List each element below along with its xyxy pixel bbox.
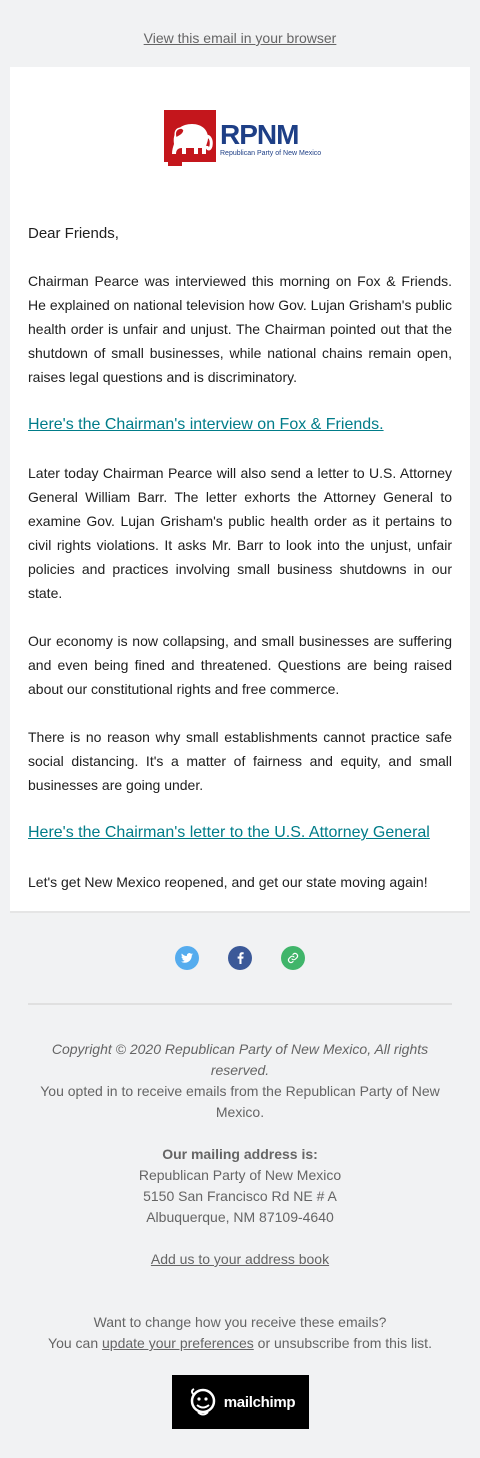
paragraph-distancing: There is no reason why small establishments cannot practice safe social distancing. It's a matter of fairness and equity, and small businesses are going under.: [28, 729, 452, 793]
mailchimp-badge[interactable]: [172, 1375, 309, 1429]
preheader: [0, 0, 480, 67]
website-link-icon[interactable]: [281, 946, 305, 970]
logo-abbr: RPNM: [220, 119, 299, 150]
address-line-1: Republican Party of New Mexico: [138, 1167, 342, 1183]
address-book: [28, 1249, 452, 1270]
update-preferences-link[interactable]: update your preferences: [102, 1335, 254, 1351]
rpnm-logo: [162, 109, 332, 169]
address-line-2: 5150 San Francisco Rd NE # A: [143, 1188, 337, 1204]
social-links: [0, 946, 480, 970]
add-address-book-link[interactable]: Add us to your address book: [150, 1251, 330, 1267]
paragraph-economy: Our economy is now collapsing, and small businesses are suffering and even being fined and threatened. Questions are being raised about our constitutional rights and free commerce.: [28, 633, 452, 697]
view-in-browser-link[interactable]: View this email in your browser: [143, 30, 337, 46]
preferences-block: [28, 1312, 452, 1354]
letter-link[interactable]: Here's the Chairman's letter to the U.S. Attorney General: [28, 824, 430, 841]
address-line-3: Albuquerque, NM 87109-4640: [146, 1209, 334, 1225]
twitter-icon[interactable]: [175, 946, 199, 970]
optin-notice: You opted in to receive emails from the Republican Party of New Mexico.: [40, 1083, 440, 1120]
greeting: Dear Friends,: [28, 225, 119, 242]
preferences-line: You can update your preferences or unsubscribe from this list.: [48, 1335, 432, 1351]
logo-full-name: Republican Party of New Mexico: [220, 150, 322, 157]
elephant-nm-logo-icon: [162, 110, 218, 168]
mailchimp-freddie-icon: [186, 1385, 220, 1419]
closing-line: Let's get New Mexico reopened, and get our state moving again!: [28, 874, 428, 890]
copyright: Copyright © 2020 Republican Party of New Mexico, All rights reserved.: [51, 1041, 429, 1078]
interview-link[interactable]: Here's the Chairman's interview on Fox & Friends.: [28, 416, 384, 433]
email-card: [10, 67, 470, 913]
paragraph-letter: Later today Chairman Pearce will also send a letter to U.S. Attorney General William Barr. The letter exhorts the Attorney General to examine Gov. Lujan Grisham's public health order as it pertains to civil rights violations. It asks Mr. Barr to look into the unjust, unfair policies and practices involving small business shutdowns in our state.: [28, 465, 452, 601]
facebook-icon[interactable]: [228, 946, 252, 970]
footer-divider: [28, 1003, 452, 1005]
mailchimp-label: mailchimp: [223, 1393, 296, 1411]
paragraph-interview: Chairman Pearce was interviewed this morning on Fox & Friends. He explained on national television how Gov. Lujan Grisham's public health order is unfair and unjust. The Chairman pointed out that the shutdown of small businesses, while national chains remain open, raises legal questions and is discriminatory.: [28, 273, 452, 385]
change-question: Want to change how you receive these emails?: [93, 1314, 387, 1330]
mailing-address: [28, 1165, 452, 1228]
mailing-address-heading: Our mailing address is:: [162, 1146, 318, 1162]
